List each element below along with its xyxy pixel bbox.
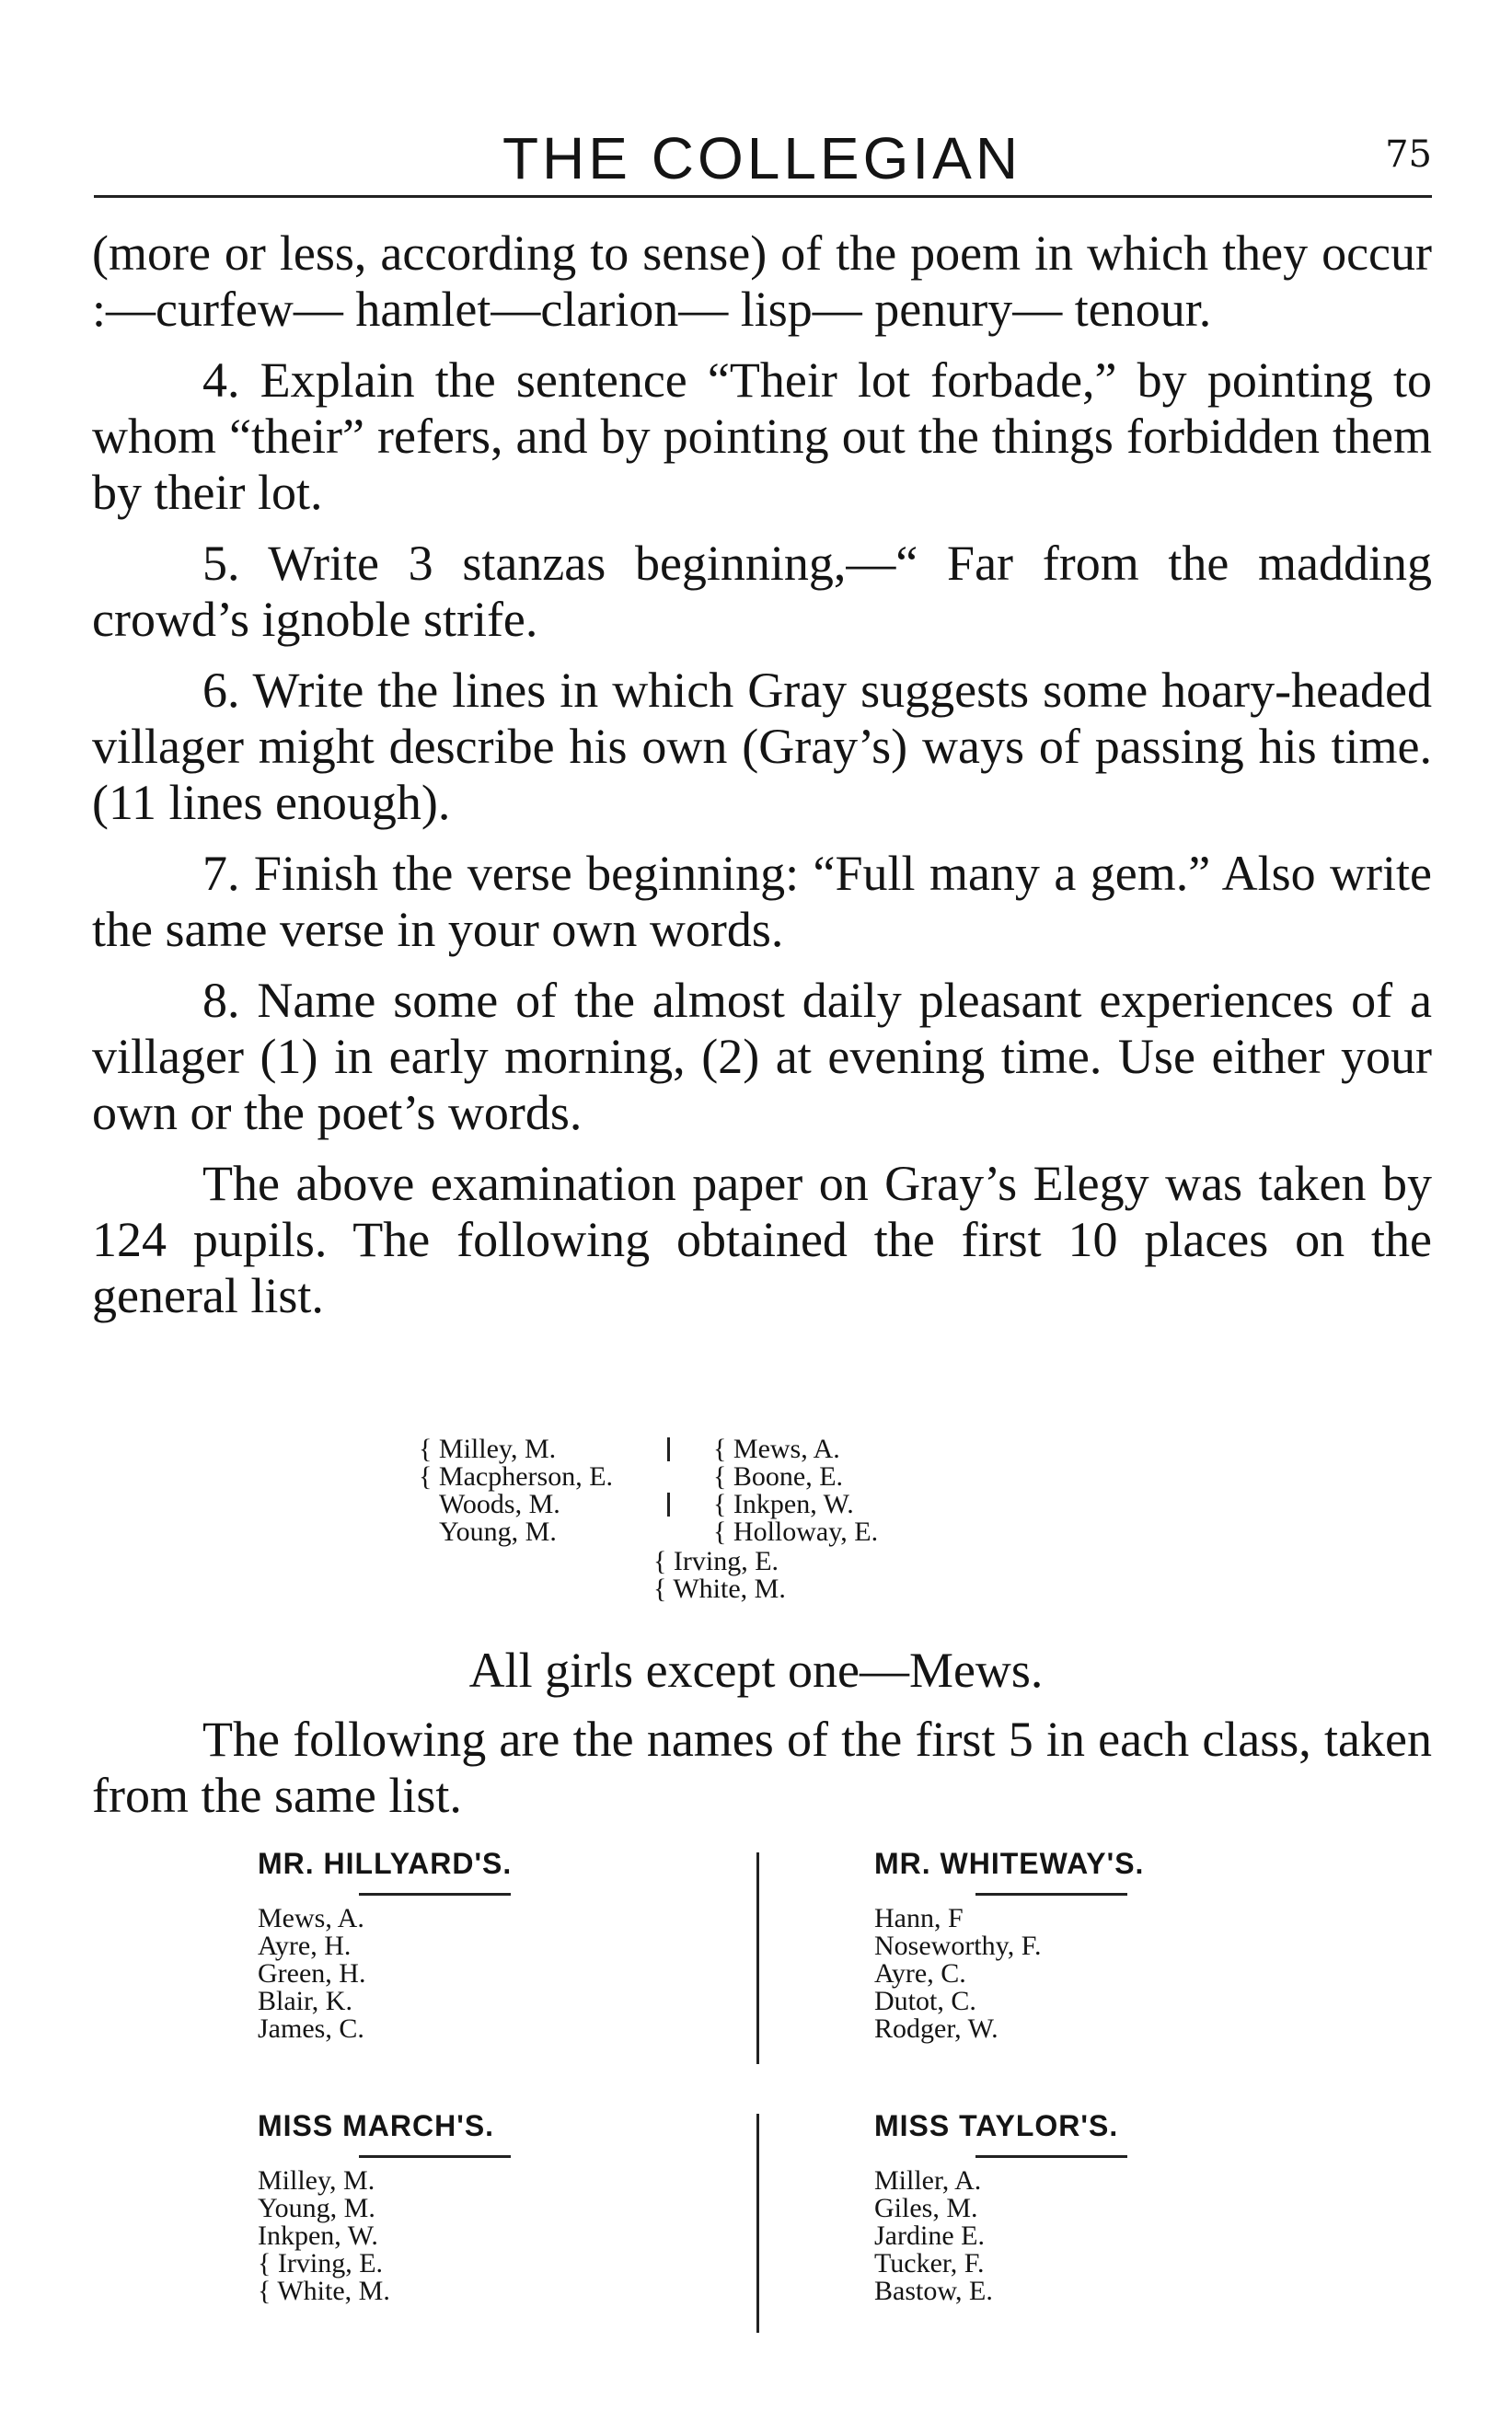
list-item: Rodger, W. [874,2013,998,2044]
question-4: 4. Explain the sentence “Their lot forbade,” by pointing to whom “their” refers, and by pointing out the things forbidden them by their lot. [92,352,1432,520]
list-item: Giles, M. [874,2193,978,2223]
page-title: THE COLLEGIAN [502,125,1022,191]
list-item: Noseworthy, F. [874,1931,1042,1961]
list-divider [667,1437,670,1461]
top-ten-list [419,1436,1100,1656]
question-7: 7. Finish the verse beginning: “Full many a gem.” Also write the same verse in your own words. [92,846,1432,957]
column-divider [756,2114,759,2333]
list-item: Ayre, C. [874,1958,966,1989]
class-heading: MISS TAYLOR'S. [874,2109,1119,2142]
list-item: Mews, A. [258,1903,364,1933]
class-heading: MR. HILLYARD'S. [258,1847,513,1880]
class-name-list [874,1905,1298,2043]
class-name-list [258,2167,681,2305]
class-heading-rule [359,1893,511,1896]
classes-intro-block [92,1712,1432,1839]
list-item: Bastow, E. [874,2276,993,2306]
list-item: Young, M. [258,2193,375,2223]
list-item: Ayre, H. [258,1931,352,1961]
class-whiteway [874,1845,1298,2043]
list-item: Dutot, C. [874,1986,976,2016]
girls-note: All girls except one—Mews. [468,1643,1044,1698]
list-item: Hann, F [874,1903,964,1933]
column-divider [756,1852,759,2064]
list-item: { Milley, M. [419,1434,557,1464]
list-item: { White, M. [258,2276,390,2306]
list-item: Tucker, F. [874,2248,985,2278]
class-heading-rule [359,2155,511,2158]
top-ten-column-right [713,1436,878,1546]
question-5: 5. Write 3 stanzas beginning,—“ Far from the madding crowd’s ignoble strife. [92,536,1432,647]
question-3-continued: (more or less, according to sense) of the poem in which they occur :—curfew— hamlet—clarion— lisp— penury— tenour. [92,225,1432,337]
class-lists [258,1845,1288,2360]
list-item: Milley, M. [258,2165,375,2196]
class-name-list [874,2167,1298,2305]
list-item: James, C. [258,2013,364,2044]
list-item: { Irving, E. [653,1546,779,1576]
list-item: { Inkpen, W. [713,1489,854,1519]
list-item: Jardine E. [874,2221,985,2251]
question-8: 8. Name some of the almost daily pleasant experiences of a villager (1) in early morning, (2) at evening time. Use either your own or the poet’s words. [92,973,1432,1140]
body-text [92,225,1432,1339]
class-heading: MR. WHITEWAY'S. [874,1847,1145,1880]
top-ten-column-left [419,1436,613,1546]
classes-intro: The following are the names of the first 5 in each class, taken from the same list. [92,1712,1432,1823]
exam-note: The above examination paper on Gray’s Elegy was taken by 124 pupils. The following obtained the first 10 places on the general list. [92,1156,1432,1323]
list-item: Blair, K. [258,1986,352,2016]
list-item: Green, H. [258,1958,366,1989]
class-name-list [258,1905,681,2043]
header-rule [94,195,1419,198]
list-item: { Boone, E. [713,1461,844,1492]
top-ten-tail [653,1548,786,1603]
page-number: 75 [1385,133,1432,176]
list-item: { Mews, A. [713,1434,840,1464]
class-heading-rule [975,1893,1127,1896]
class-heading-rule [975,2155,1127,2158]
header-rule-stub [1415,195,1432,198]
class-hillyard [258,1845,681,2043]
list-item: Miller, A. [874,2165,982,2196]
list-item: Woods, M. [439,1489,560,1519]
list-item: { Macpherson, E. [419,1461,614,1492]
list-item: { White, M. [653,1574,786,1604]
list-divider [667,1493,670,1517]
list-item: { Holloway, E. [713,1517,879,1547]
list-item: { Irving, E. [258,2248,384,2278]
class-taylor [874,2107,1298,2305]
class-heading: MISS MARCH'S. [258,2109,495,2142]
list-item: Young, M. [439,1517,557,1547]
question-6: 6. Write the lines in which Gray suggests some hoary-headed villager might describe his own (Gray’s) ways of passing his time. (11 lines enough). [92,663,1432,830]
class-march [258,2107,681,2305]
running-head [92,121,1432,195]
list-item: Inkpen, W. [258,2221,378,2251]
